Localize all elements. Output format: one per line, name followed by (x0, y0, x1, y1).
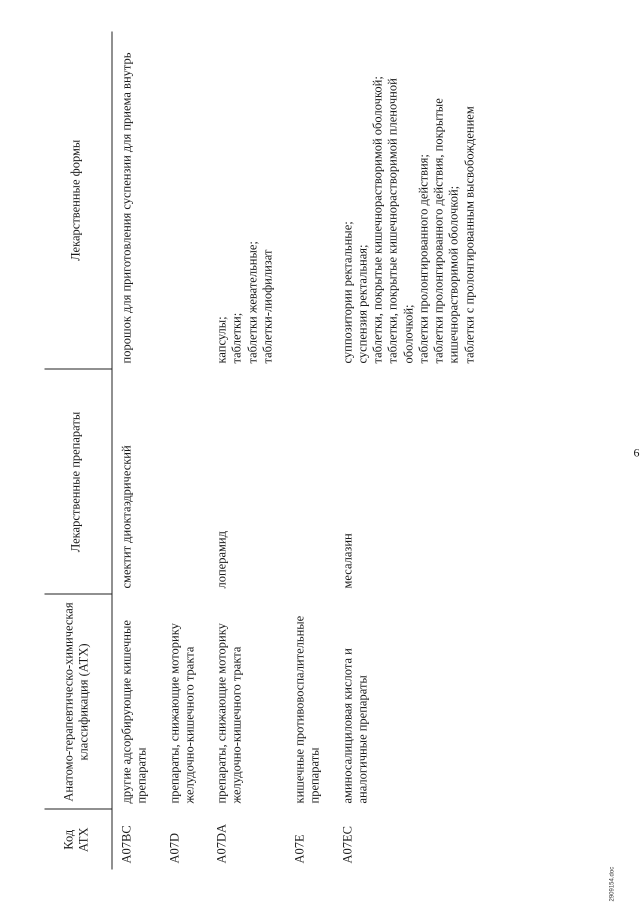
table-row (285, 31, 333, 869)
form-item: капсулы; (214, 315, 228, 363)
cell-classification: препараты, снижающие моторику желудочно-кишечного тракта (166, 622, 196, 803)
cell-classification: кишечные противовоспалительные препараты (292, 615, 322, 803)
form-item: таблетки пролонгированного действия; (415, 153, 430, 363)
table-row (333, 31, 487, 869)
cell-code: A07DA (214, 823, 228, 863)
header-forms: Лекарственные формы (44, 31, 112, 369)
form-item: таблетки пролонгированного действия, покрытые кишечнорастворимой оболочкой; (431, 97, 461, 363)
cell-forms (285, 31, 333, 369)
form-item: таблетки жевательные; (244, 240, 259, 363)
cell-forms (112, 31, 160, 369)
table-row (112, 31, 160, 869)
page-number: 6 (633, 445, 639, 459)
cell-drug (160, 369, 208, 594)
cell-drug: смектит диоктаэдрический (119, 444, 133, 588)
form-item: порошок для приготовления суспензии для приема внутрь (119, 52, 133, 363)
cell-drug: месалазин (339, 532, 354, 588)
header-code: Код АТХ (44, 809, 112, 869)
document-footer-filename: 2909154.doc (609, 866, 615, 901)
form-item: таблетки, покрытые кишечнорастворимой оболочкой; (370, 75, 384, 363)
cell-drug: лоперамид (214, 530, 228, 588)
form-item: таблетки с пролонгированным высвобождением (461, 105, 476, 363)
form-item: суспензия ректальная; (354, 244, 369, 363)
header-classification: Анатомо-терапевтическо-химическая классификация (АТХ) (44, 594, 112, 809)
cell-classification: препараты, снижающие моторику желудочно-кишечного тракта (214, 622, 244, 803)
form-item: таблетки-лиофилизат (259, 249, 274, 363)
cell-forms (160, 31, 208, 369)
cell-code: A07BC (119, 824, 133, 863)
cell-forms (333, 31, 487, 369)
header-drugs: Лекарственные препараты (44, 369, 112, 594)
table-header-row (44, 31, 112, 869)
form-item: таблетки; (229, 312, 244, 363)
table-row (207, 31, 285, 869)
cell-code: A07EC (339, 825, 354, 863)
form-item: суппозитории ректальные; (339, 220, 354, 363)
cell-code: A07D (166, 832, 181, 863)
cell-code: A07E (292, 833, 306, 863)
cell-classification: аминосалициловая кислота и аналогичные препараты (339, 647, 369, 803)
cell-forms (207, 31, 285, 369)
table-row (160, 31, 208, 869)
cell-classification: другие адсорбирующие кишечные препараты (119, 619, 149, 803)
atx-drug-table (44, 31, 487, 869)
cell-drug (285, 369, 333, 594)
form-item: таблетки, покрытые кишечнорастворимой пленочной оболочкой; (385, 77, 415, 363)
